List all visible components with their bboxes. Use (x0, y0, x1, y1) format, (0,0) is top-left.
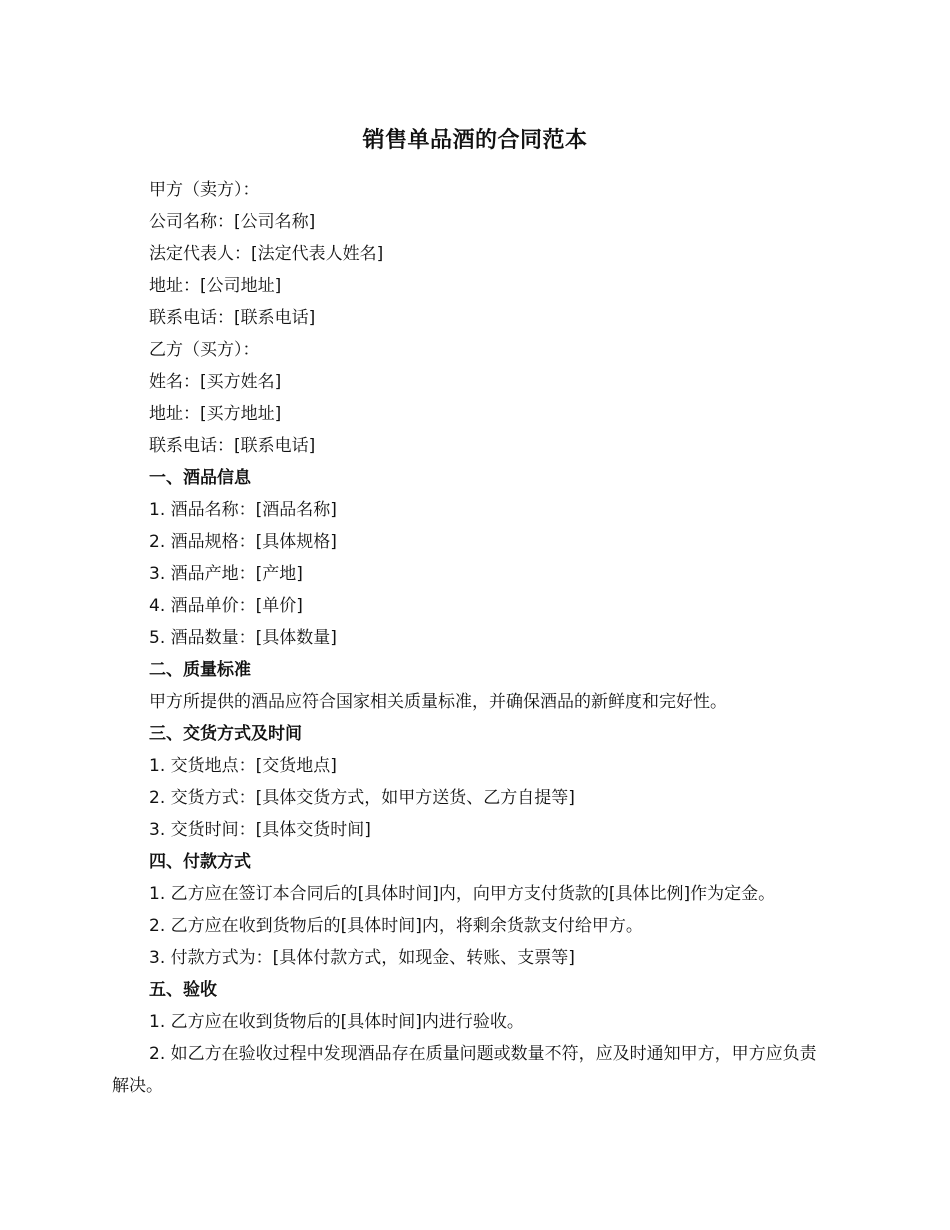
party-a-phone: 联系电话：[联系电话] (149, 308, 316, 328)
wine-name-item: 1. 酒品名称：[酒品名称] (149, 500, 337, 520)
document-body (112, 174, 827, 1102)
party-b-heading: 乙方（买方）： (149, 340, 260, 360)
party-b-name: 姓名：[买方姓名] (149, 372, 282, 392)
section-heading-delivery: 三、交货方式及时间 (149, 724, 302, 744)
payment-deposit-item: 1. 乙方应在签订本合同后的[具体时间]内，向甲方支付货款的[具体比例]作为定金。 (149, 884, 776, 904)
party-b-phone: 联系电话：[联系电话] (149, 436, 316, 456)
payment-method-item: 3. 付款方式为：[具体付款方式，如现金、转账、支票等] (149, 948, 575, 968)
section-heading-payment: 四、付款方式 (149, 852, 251, 872)
delivery-place-item: 1. 交货地点：[交货地点] (149, 756, 337, 776)
document-title: 销售单品酒的合同范本 (362, 128, 588, 153)
section-heading-quality: 二、质量标准 (149, 660, 251, 680)
delivery-time-item: 3. 交货时间：[具体交货时间] (149, 820, 371, 840)
acceptance-inspection-item: 1. 乙方应在收到货物后的[具体时间]内进行验收。 (149, 1012, 524, 1032)
party-a-company-name: 公司名称：[公司名称] (149, 212, 316, 232)
wine-origin-item: 3. 酒品产地：[产地] (149, 564, 303, 584)
section-heading-acceptance: 五、验收 (149, 980, 217, 1000)
quality-paragraph: 甲方所提供的酒品应符合国家相关质量标准，并确保酒品的新鲜度和完好性。 (149, 692, 727, 712)
acceptance-issue-item: 2. 如乙方在验收过程中发现酒品存在质量问题或数量不符，应及时通知甲方，甲方应负责解决。 (112, 1044, 817, 1096)
party-a-address: 地址：[公司地址] (149, 276, 282, 296)
delivery-method-item: 2. 交货方式：[具体交货方式，如甲方送货、乙方自提等] (149, 788, 575, 808)
wine-price-item: 4. 酒品单价：[单价] (149, 596, 303, 616)
wine-spec-item: 2. 酒品规格：[具体规格] (149, 532, 337, 552)
party-a-legal-rep: 法定代表人：[法定代表人姓名] (149, 244, 384, 264)
section-heading-wine-info: 一、酒品信息 (149, 468, 251, 488)
payment-balance-item: 2. 乙方应在收到货物后的[具体时间]内，将剩余货款支付给甲方。 (149, 916, 643, 936)
party-b-address: 地址：[买方地址] (149, 404, 282, 424)
party-a-heading: 甲方（卖方）： (149, 180, 260, 200)
wine-quantity-item: 5. 酒品数量：[具体数量] (149, 628, 337, 648)
